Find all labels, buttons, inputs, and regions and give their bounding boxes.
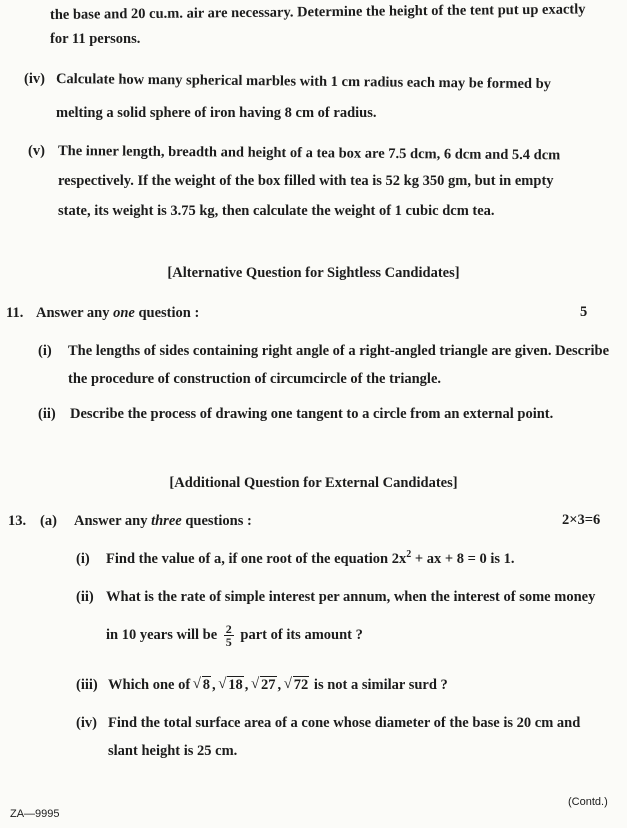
q10-v-line-1: The inner length, breadth and height of a tea box are 7.5 dcm, 6 dcm and 5.4 dcm (57, 143, 561, 164)
q13-i-post: + ax + 8 = 0 is 1. (411, 551, 515, 567)
q10-iv-line-2: melting a solid sphere of iron having 8 cm of radius. (56, 105, 377, 121)
q11-i-line-1: The lengths of sides containing right angle of a right-angled triangle are given. Describe (68, 343, 610, 359)
q11-ii-number: (ii) (38, 406, 56, 422)
q13-prompt-post: questions : (181, 513, 252, 529)
surd-1 (194, 676, 211, 694)
q13-ii-line-2 (106, 618, 363, 652)
q11-prompt-emphasis: one (113, 305, 135, 321)
q13-marks: 2×3=6 (562, 512, 601, 528)
q10-v-line-2: respectively. If the weight of the box filled with tea is 52 kg 350 gm, but in empty (58, 173, 554, 189)
q13-ii-line-2-post: part of its amount ? (240, 627, 363, 643)
q13-iv-line-1: Find the total surface area of a cone whose diameter of the base is 20 cm and (108, 715, 581, 731)
q13-iii-post: is not a similar surd ? (310, 677, 448, 693)
q13-i-pre: Find the value of a, if one root of the equation 2x (106, 551, 407, 567)
surd-2-radicand: 18 (228, 677, 243, 693)
q11-prompt-post: question : (134, 305, 200, 321)
surd-2 (219, 676, 244, 694)
surd-4 (285, 676, 310, 694)
q11-number: 11. (6, 305, 24, 321)
q13-i-line (106, 550, 515, 568)
surd-3 (252, 676, 277, 694)
q13-ii-line-2-pre: in 10 years will be (106, 627, 218, 643)
alternative-question-heading: [Alternative Question for Sightless Candidates] (167, 265, 460, 281)
additional-question-heading: [Additional Question for External Candidates] (169, 475, 458, 491)
q13-prompt (74, 512, 252, 530)
q13-i-number: (i) (76, 551, 90, 567)
q13-prompt-pre: Answer any (74, 513, 152, 529)
continued-note: (Contd.) (568, 796, 608, 808)
q13-iii-line: Which one of √ 8 , √ 18 , √ 27 , √ 72 is not a similar surd ? (108, 676, 448, 694)
q11-marks: 5 (580, 304, 588, 320)
q13-iv-line-2: slant height is 25 cm. (108, 743, 238, 759)
surd-1-radicand: 8 (202, 677, 211, 693)
fraction-denominator: 5 (225, 635, 232, 650)
surd-4-radicand: 72 (293, 677, 309, 693)
q11-ii-line-1: Describe the process of drawing one tangent to a circle from an external point. (70, 406, 554, 422)
q13-ii-number: (ii) (76, 589, 94, 605)
surd-3-radicand: 27 (261, 677, 276, 693)
q13-iii-number: (iii) (76, 677, 98, 693)
q10-continued-line-1: the base and 20 cu.m. air are necessary. Determine the height of the tent put up exactly (49, 1, 586, 23)
q10-continued-line-2: for 11 persons. (50, 31, 141, 47)
q13-number: 13. (8, 513, 27, 529)
q13-prompt-emphasis: three (151, 513, 182, 529)
q11-i-number: (i) (38, 343, 52, 359)
q13-iii-pre: Which one of (108, 677, 194, 693)
q11-i-line-2: the procedure of construction of circumcircle of the triangle. (68, 371, 442, 387)
q11-prompt (36, 304, 199, 322)
q13-i-exponent: 2 (406, 549, 412, 561)
fraction-numerator: 2 (225, 622, 232, 637)
fraction (224, 623, 234, 648)
q10-v-number: (v) (28, 143, 45, 159)
q13-ii-line-1: What is the rate of simple interest per annum, when the interest of some money (106, 589, 596, 605)
q10-iv-line-1: Calculate how many spherical marbles with 1 cm radius each may be formed by (55, 71, 552, 93)
paper-code: ZA—9995 (10, 808, 60, 820)
q13-part: (a) (40, 513, 57, 529)
q11-prompt-pre: Answer any (36, 305, 114, 321)
q13-iv-number: (iv) (76, 715, 97, 731)
q10-v-line-3: state, its weight is 3.75 kg, then calculate the weight of 1 cubic dcm tea. (58, 203, 495, 219)
q10-iv-number: (iv) (24, 71, 45, 87)
